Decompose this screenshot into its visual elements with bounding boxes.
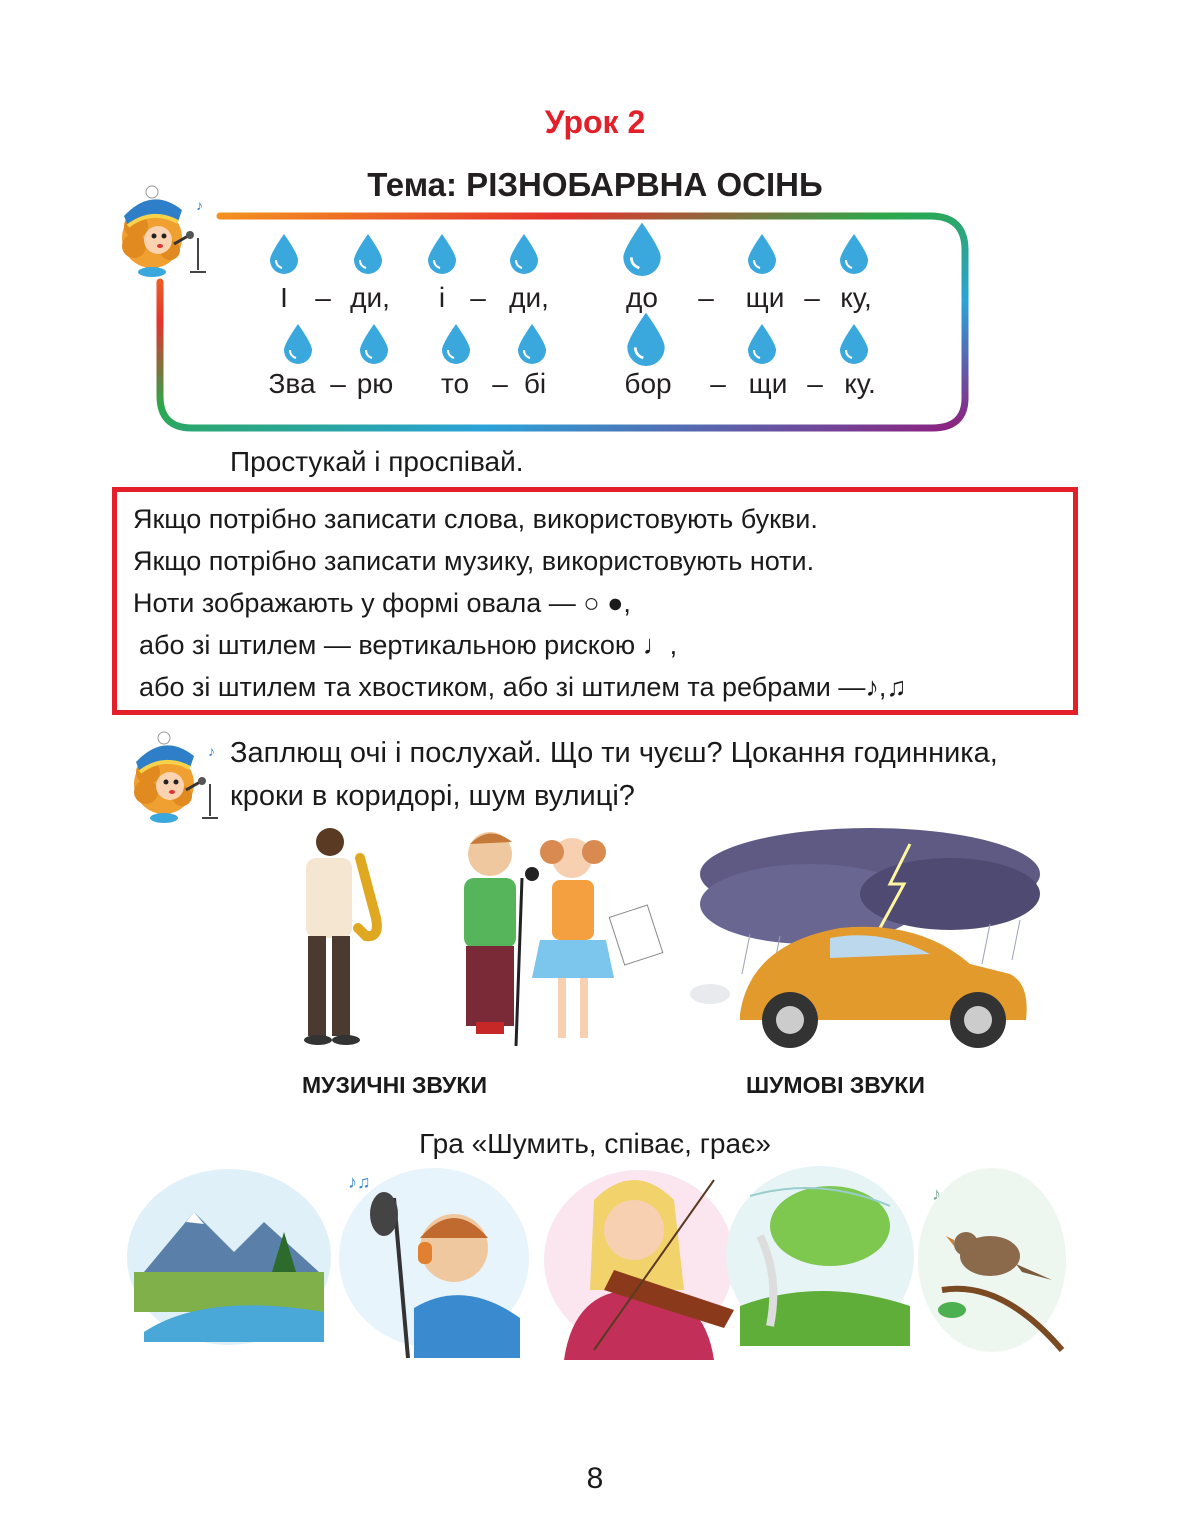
song-dash: – — [470, 282, 486, 313]
singer-headphones-illustration — [324, 1158, 534, 1358]
raindrop-icon — [508, 232, 540, 274]
lesson-title: Урок 2 — [544, 104, 646, 140]
svg-text:♪: ♪ — [196, 197, 203, 213]
raindrop-large-icon — [620, 220, 664, 276]
raindrop-icon — [746, 322, 778, 364]
rule-line: Ноти зображають у формі овала — ○ ●, — [133, 588, 631, 618]
rule-line: або зі штилем та хвостиком, або зі штилем та ребрами —♪,♫ — [139, 672, 907, 702]
raindrop-icon — [426, 232, 458, 274]
song-syllable: до — [626, 282, 658, 313]
song-syllable: рю — [356, 368, 394, 399]
song-syllable: І — [280, 282, 288, 313]
song-syllable: бор — [624, 368, 672, 399]
song-dash: – — [315, 282, 331, 313]
mascot-singer-illustration — [124, 726, 224, 826]
listen-paragraph — [230, 732, 998, 818]
raindrop-icon — [282, 322, 314, 364]
caption-noise-sounds: ШУМОВІ ЗВУКИ — [746, 1072, 925, 1098]
svg-text:♪♫: ♪♫ — [348, 1172, 371, 1192]
song-dash: – — [804, 282, 820, 313]
rule-line: Якщо потрібно записати музику, використовують ноти. — [133, 546, 815, 576]
rule-line: або зі штилем — вертикальною рискою ♩, — [139, 630, 678, 660]
song-syllable: і — [438, 282, 446, 313]
raindrop-icon — [440, 322, 472, 364]
song-dash: – — [698, 282, 714, 313]
song-syllable: Зва — [268, 368, 316, 399]
rule-box — [112, 487, 1078, 715]
raindrop-icon — [358, 322, 390, 364]
game-title: Гра «Шумить, співає, грає» — [419, 1128, 771, 1159]
song-dash: – — [492, 368, 508, 399]
raindrop-icon — [268, 232, 300, 274]
rule-line: Якщо потрібно записати слова, використовують букви. — [133, 504, 818, 534]
song-syllable: ку. — [844, 368, 876, 399]
song-syllable: щи — [748, 368, 788, 399]
caption-musical-sounds: МУЗИЧНІ ЗВУКИ — [302, 1072, 487, 1098]
instruction-text: Простукай і проспівай. — [230, 446, 524, 477]
topic-title: Тема: РІЗНОБАРВНА ОСІНЬ — [367, 166, 823, 203]
song-dash: – — [807, 368, 823, 399]
musicians-illustration — [290, 818, 690, 1058]
listen-line: кроки в коридорі, шум вулиці? — [230, 780, 635, 812]
raindrop-large-icon — [624, 310, 668, 366]
raindrop-icon — [838, 232, 870, 274]
raindrop-icon — [838, 322, 870, 364]
raindrop-icon — [352, 232, 384, 274]
listen-line: Заплющ очі і послухай. Що ти чуєш? Цокання годинника, — [230, 737, 998, 769]
raindrop-icon — [516, 322, 548, 364]
song-syllable: то — [440, 368, 470, 399]
storm-car-illustration — [690, 824, 1050, 1054]
windy-tree-illustration — [720, 1156, 920, 1356]
mountain-river-illustration — [124, 1162, 334, 1352]
svg-text:♪: ♪ — [208, 743, 215, 759]
song-syllable: ку, — [840, 282, 872, 313]
song-dash: – — [710, 368, 726, 399]
songbird-illustration — [912, 1160, 1072, 1360]
violinist-illustration — [534, 1160, 744, 1360]
page-number: 8 — [586, 1462, 604, 1495]
raindrop-icon — [746, 232, 778, 274]
song-syllable: щи — [745, 282, 785, 313]
svg-text:♪: ♪ — [932, 1184, 941, 1204]
song-syllable: ди, — [350, 282, 390, 313]
song-syllable: ди, — [509, 282, 549, 313]
song-dash: – — [330, 368, 346, 399]
song-syllable: бі — [523, 368, 547, 399]
